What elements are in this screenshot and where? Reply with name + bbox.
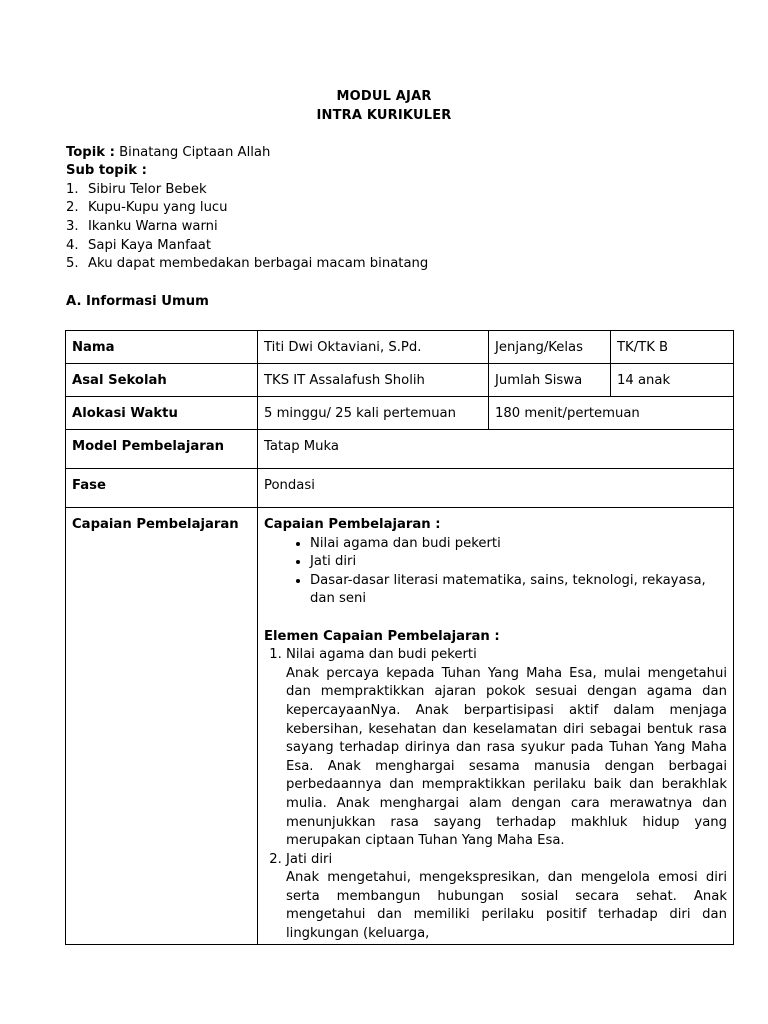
list-item: • Nilai agama dan budi pekerti	[310, 535, 727, 554]
nama-value: Titi Dwi Oktaviani, S.Pd.	[258, 331, 489, 364]
elemen-heading: Elemen Capaian Pembelajaran :	[264, 628, 500, 644]
list-item: • Jati diri	[310, 553, 727, 572]
alokasi-label: Alokasi Waktu	[66, 397, 258, 430]
capaian-cell	[258, 508, 734, 945]
doc-subtitle: INTRA KURIKULER	[316, 108, 452, 123]
list-item	[286, 646, 727, 851]
capaian-list	[264, 535, 727, 609]
jenjang-value: TK/TK B	[611, 331, 734, 364]
model-label: Model Pembelajaran	[66, 430, 258, 469]
capaian-heading: Capaian Pembelajaran :	[264, 517, 441, 532]
sub-topik-item: 3. Ikanku Warna warni	[66, 219, 218, 234]
fase-value: Pondasi	[258, 469, 734, 508]
elemen-title: 2. Jati diri	[286, 851, 333, 867]
table-row	[66, 469, 734, 508]
jenjang-label: Jenjang/Kelas	[489, 331, 611, 364]
capaian-label: Capaian Pembelajaran	[66, 508, 258, 945]
sub-topik-item: 2. Kupu-Kupu yang lucu	[66, 200, 228, 215]
list-item	[286, 851, 727, 944]
sub-topik-item: 4. Sapi Kaya Manfaat	[66, 238, 212, 253]
nama-label: Nama	[66, 331, 258, 364]
section-a-heading: A. Informasi Umum	[66, 294, 209, 309]
siswa-label: Jumlah Siswa	[489, 364, 611, 397]
model-value: Tatap Muka	[258, 430, 734, 469]
sekolah-value: TKS IT Assalafush Sholih	[258, 364, 489, 397]
alokasi-value: 5 minggu/ 25 kali pertemuan	[258, 397, 489, 430]
sub-topik-item: 1. Sibiru Telor Bebek	[66, 182, 207, 197]
table-row	[66, 331, 734, 364]
elemen-list	[264, 646, 727, 944]
elemen-body: Anak percaya kepada Tuhan Yang Maha Esa, mulai mengetahui dan mempraktikkan ajaran pokok sesuai dengan agama dan kepercayaanNya. Anak berpartisipasi aktif dalam menjaga kebersihan, kesehatan dan keselamatan diri sebagai bentuk rasa sayang terhadap dirinya dan rasa syukur pada Tuhan Yang Maha Esa. Anak menghargai sesama manusia dengan berbagai perbedaannya dan mempraktikkan perilaku baik dan berakhlak mulia. Anak menghargai alam dengan cara merawatnya dan menunjukkan rasa sayang terhadap makhluk hidup yang merupakan ciptaan Tuhan Yang Maha Esa.	[286, 665, 727, 849]
siswa-value: 14 anak	[611, 364, 734, 397]
sub-topik-label: Sub topik :	[66, 163, 147, 178]
sub-topik-item: 5. Aku dapat membedakan berbagai macam binatang	[66, 256, 429, 271]
table-row	[66, 397, 734, 430]
list-item: • Dasar-dasar literasi matematika, sains, teknologi, rekayasa, dan seni	[310, 572, 727, 609]
table-row	[66, 364, 734, 397]
elemen-body: Anak mengetahui, mengekspresikan, dan mengelola emosi diri serta membangun hubungan sosial secara sehat. Anak mengetahui dan memiliki perilaku positif terhadap diri dan lingkungan (keluarga,	[286, 870, 727, 942]
elemen-title: 1. Nilai agama dan budi pekerti	[286, 647, 477, 663]
topik-label: Topik :	[66, 145, 115, 160]
topik-line	[66, 145, 270, 160]
topik-value: Binatang Ciptaan Allah	[119, 145, 271, 160]
table-row	[66, 508, 734, 945]
sekolah-label: Asal Sekolah	[66, 364, 258, 397]
fase-label: Fase	[66, 469, 258, 508]
informasi-umum-table	[65, 330, 734, 945]
table-row	[66, 430, 734, 469]
doc-title: MODUL AJAR	[336, 89, 432, 104]
menit-value: 180 menit/pertemuan	[489, 397, 734, 430]
